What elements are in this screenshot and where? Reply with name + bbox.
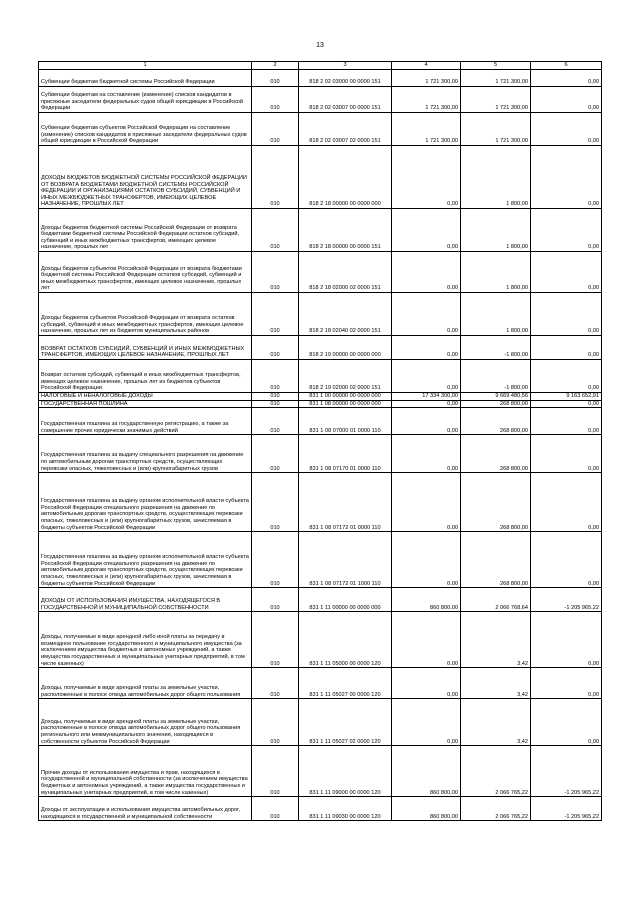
row-approved-amount: 0,00: [392, 209, 461, 252]
row-budget-classification-code: 818 2 02 03007 00 0000 151: [299, 87, 392, 113]
row-unexecuted-amount: 0,00: [531, 293, 602, 336]
row-approved-amount: 860 800,00: [392, 797, 461, 821]
row-unexecuted-amount: 0,00: [531, 146, 602, 209]
row-budget-classification-code: 831 1 00 00000 00 0000 000: [299, 393, 392, 401]
table-row: [39, 209, 602, 252]
row-unexecuted-amount: 0,00: [531, 87, 602, 113]
header-row: [39, 62, 602, 70]
row-name: Доходы, получаемые в виде арендной платы за земельные участки, расположенные в полосе отвода автомобильных дорог общего пользования: [39, 668, 252, 699]
row-approved-amount: 0,00: [392, 473, 461, 532]
row-executed-amount: 3,42: [461, 699, 531, 746]
row-approved-amount: 0,00: [392, 336, 461, 360]
row-name: ДОХОДЫ БЮДЖЕТОВ БЮДЖЕТНОЙ СИСТЕМЫ РОССИЙСКОЙ ФЕДЕРАЦИИ ОТ ВОЗВРАТА БЮДЖЕТАМИ БЮДЖЕТНОЙ СИСТЕМЫ РОССИЙСКОЙ ФЕДЕРАЦИИ И ОРГАНИЗАЦИЯМИ ОСТАТКОВ СУБСИДИЙ, СУБВЕНЦИЙ И ИНЫХ МЕЖБЮДЖЕТНЫХ ТРАНСФЕРТОВ, ИМЕЮЩИХ ЦЕЛЕВОЕ НАЗНАЧЕНИЕ, ПРОШЛЫХ ЛЕТ: [39, 146, 252, 209]
row-code: 010: [252, 473, 299, 532]
row-budget-classification-code: 818 2 18 00000 00 0000 000: [299, 146, 392, 209]
row-code: 010: [252, 588, 299, 612]
table-row: [39, 699, 602, 746]
row-code: 010: [252, 797, 299, 821]
row-code: 010: [252, 699, 299, 746]
row-approved-amount: 0,00: [392, 668, 461, 699]
table-row: [39, 588, 602, 612]
row-executed-amount: 1 721 300,00: [461, 113, 531, 146]
row-budget-classification-code: 818 2 18 02040 02 0000 151: [299, 293, 392, 336]
row-executed-amount: -1 800,00: [461, 360, 531, 393]
table-row: [39, 393, 602, 401]
row-code: 010: [252, 113, 299, 146]
table-row: [39, 797, 602, 821]
column-header: 1: [39, 62, 252, 70]
row-budget-classification-code: 818 2 02 03007 02 0000 151: [299, 113, 392, 146]
row-budget-classification-code: 831 1 08 00000 00 0000 000: [299, 400, 392, 408]
column-header: 4: [392, 62, 461, 70]
row-code: 010: [252, 209, 299, 252]
income-table: [38, 61, 602, 821]
row-approved-amount: 860 800,00: [392, 588, 461, 612]
row-unexecuted-amount: -1 205 965,22: [531, 797, 602, 821]
row-approved-amount: 1 721 300,00: [392, 113, 461, 146]
row-code: 010: [252, 746, 299, 797]
row-budget-classification-code: 818 2 19 00000 00 0000 000: [299, 336, 392, 360]
row-executed-amount: 268 800,00: [461, 408, 531, 435]
row-executed-amount: 268 800,00: [461, 400, 531, 408]
column-header: 2: [252, 62, 299, 70]
row-executed-amount: 1 800,00: [461, 146, 531, 209]
table-row: [39, 336, 602, 360]
row-name: Субвенции бюджетам субъектов Российской Федерации на составление (изменение) списков кандидатов в присяжные заседатели федеральных судов общей юрисдикции в Российской Федерации: [39, 113, 252, 146]
row-code: 010: [252, 668, 299, 699]
row-approved-amount: 0,00: [392, 360, 461, 393]
row-name: ДОХОДЫ ОТ ИСПОЛЬЗОВАНИЯ ИМУЩЕСТВА, НАХОДЯЩЕГОСЯ В ГОСУДАРСТВЕННОЙ И МУНИЦИПАЛЬНОЙ СОБСТВЕННОСТИ: [39, 588, 252, 612]
row-budget-classification-code: 831 1 08 07170 01 0000 110: [299, 435, 392, 473]
row-budget-classification-code: 831 1 08 07172 01 1000 110: [299, 532, 392, 588]
row-name: Доходы, получаемые в виде арендной платы за земельные участки, расположенные в полосе отвода автомобильных дорог общего пользования регионального или межмуниципального значения, находящиеся в собственности субъектов Российской Федерации: [39, 699, 252, 746]
row-code: 010: [252, 400, 299, 408]
row-executed-amount: 268 800,00: [461, 473, 531, 532]
row-unexecuted-amount: 0,00: [531, 252, 602, 293]
row-executed-amount: 2 066 768,64: [461, 588, 531, 612]
column-header: 6: [531, 62, 602, 70]
row-unexecuted-amount: 0,00: [531, 668, 602, 699]
table-row: [39, 408, 602, 435]
row-budget-classification-code: 831 1 11 09030 00 0000 120: [299, 797, 392, 821]
row-unexecuted-amount: 0,00: [531, 70, 602, 87]
row-name: Доходы бюджетов бюджетной системы Российской Федерации от возврата бюджетами бюджетной системы Российской Федерации остатков субсидий, субвенций и иных межбюджетных трансфертов, имеющих целевое назначение, прошлых лет: [39, 209, 252, 252]
row-approved-amount: 0,00: [392, 293, 461, 336]
row-name: Возврат остатков субсидий, субвенций и иных межбюджетных трансфертов, имеющих целевое назначение, прошлых лет из бюджетов субъектов Российской Федерации: [39, 360, 252, 393]
row-name: Доходы, получаемые в виде арендной либо иной платы за передачу в возмездное пользование государственного и муниципального имущества (за исключением имущества бюджетных и автономных учреждений, а также имущества государственных и муниципальных унитарных предприятий, в том числе казенных): [39, 612, 252, 668]
row-unexecuted-amount: 0,00: [531, 612, 602, 668]
row-code: 010: [252, 532, 299, 588]
table-row: [39, 146, 602, 209]
row-unexecuted-amount: 9 163 652,91: [531, 393, 602, 401]
row-unexecuted-amount: 0,00: [531, 473, 602, 532]
row-budget-classification-code: 831 1 08 07000 01 0000 110: [299, 408, 392, 435]
row-executed-amount: 2 066 765,22: [461, 746, 531, 797]
row-unexecuted-amount: 0,00: [531, 113, 602, 146]
row-unexecuted-amount: 0,00: [531, 336, 602, 360]
row-name: ГОСУДАРСТВЕННАЯ ПОШЛИНА: [39, 400, 252, 408]
row-name: Государственная пошлина за выдачу специального разрешения на движение по автомобильным дорогам транспортных средств, осуществляющих перевозки опасных, тяжеловесных и (или) крупногабаритных грузов: [39, 435, 252, 473]
row-code: 010: [252, 146, 299, 209]
table-row: [39, 113, 602, 146]
page-number: 13: [316, 42, 324, 49]
row-executed-amount: 268 800,00: [461, 435, 531, 473]
row-executed-amount: 1 800,00: [461, 209, 531, 252]
column-header: 3: [299, 62, 392, 70]
row-budget-classification-code: 818 2 18 02000 02 0000 151: [299, 252, 392, 293]
table-row: [39, 87, 602, 113]
table-row: [39, 293, 602, 336]
row-approved-amount: 1 721 300,00: [392, 87, 461, 113]
table-row: [39, 612, 602, 668]
row-approved-amount: 0,00: [392, 612, 461, 668]
row-executed-amount: 3,42: [461, 668, 531, 699]
row-name: Государственная пошлина за государственную регистрацию, а также за совершение прочих юридически значимых действий: [39, 408, 252, 435]
table-row: [39, 435, 602, 473]
row-budget-classification-code: 818 2 19 02000 02 0000 151: [299, 360, 392, 393]
row-approved-amount: 0,00: [392, 435, 461, 473]
row-unexecuted-amount: 0,00: [531, 532, 602, 588]
table-row: [39, 252, 602, 293]
row-budget-classification-code: 831 1 08 07172 01 0000 110: [299, 473, 392, 532]
row-budget-classification-code: 818 2 18 00000 00 0000 151: [299, 209, 392, 252]
row-unexecuted-amount: 0,00: [531, 435, 602, 473]
table-row: [39, 532, 602, 588]
row-name: Прочие доходы от использования имущества и прав, находящихся в государственной и муниципальной собственности (за исключением имущества бюджетных и автономных учреждений, а также имущества государственных и муниципальных унитарных предприятий, в том числе казенных): [39, 746, 252, 797]
row-unexecuted-amount: 0,00: [531, 400, 602, 408]
row-approved-amount: 0,00: [392, 699, 461, 746]
row-executed-amount: 1 800,00: [461, 293, 531, 336]
table-row: [39, 473, 602, 532]
row-name: Субвенции бюджетам бюджетной системы Российской Федерации: [39, 70, 252, 87]
row-budget-classification-code: 818 2 02 03000 00 0000 151: [299, 70, 392, 87]
row-unexecuted-amount: -1 205 965,22: [531, 588, 602, 612]
row-name: Государственная пошлина за выдачу органом исполнительной власти субъекта Российской Федерации специального разрешения на движение по автомобильным дорогам транспортных средств, осуществляющих перевозки опасных, тяжеловесных и (или) крупногабаритных грузов, зачисляемая в бюджеты субъектов Российской Федерации: [39, 532, 252, 588]
table-row: [39, 668, 602, 699]
row-budget-classification-code: 831 1 11 05000 00 0000 120: [299, 612, 392, 668]
row-unexecuted-amount: 0,00: [531, 699, 602, 746]
row-code: 010: [252, 612, 299, 668]
row-code: 010: [252, 408, 299, 435]
row-unexecuted-amount: 0,00: [531, 408, 602, 435]
row-code: 010: [252, 336, 299, 360]
table-row: [39, 360, 602, 393]
row-executed-amount: 268 800,00: [461, 532, 531, 588]
row-budget-classification-code: 831 1 11 09000 00 0000 120: [299, 746, 392, 797]
column-header: 5: [461, 62, 531, 70]
table-row: [39, 70, 602, 87]
row-approved-amount: 0,00: [392, 146, 461, 209]
row-code: 010: [252, 360, 299, 393]
row-executed-amount: 3,42: [461, 612, 531, 668]
row-code: 010: [252, 252, 299, 293]
row-executed-amount: 9 669 480,56: [461, 393, 531, 401]
row-name: Доходы бюджетов субъектов Российской Федерации от возврата остатков субсидий, субвенций и иных межбюджетных трансфертов, имеющих целевое назначение, прошлых лет из бюджетов муниципальных районов: [39, 293, 252, 336]
row-approved-amount: 0,00: [392, 400, 461, 408]
row-code: 010: [252, 70, 299, 87]
row-unexecuted-amount: 0,00: [531, 360, 602, 393]
row-executed-amount: 1 721 300,00: [461, 70, 531, 87]
row-executed-amount: 2 066 765,22: [461, 797, 531, 821]
row-name: Субвенции бюджетам на составление (изменение) списков кандидатов в присяжные заседатели федеральных судов общей юрисдикции в Российской Федерации: [39, 87, 252, 113]
row-code: 010: [252, 393, 299, 401]
row-name: Доходы от эксплуатации и использования имущества автомобильных дорог, находящихся в государственной и муниципальной собственности: [39, 797, 252, 821]
row-executed-amount: -1 800,00: [461, 336, 531, 360]
row-approved-amount: 0,00: [392, 408, 461, 435]
row-approved-amount: 17 334 300,00: [392, 393, 461, 401]
row-name: Государственная пошлина за выдачу органом исполнительной власти субъекта Российской Федерации специального разрешения на движение по автомобильным дорогам транспортных средств, осуществляющих перевозки опасных, тяжеловесных и (или) крупногабаритных грузов, зачисляемая в бюджеты субъектов Российской Федерации: [39, 473, 252, 532]
row-budget-classification-code: 831 1 11 05027 02 0000 120: [299, 699, 392, 746]
row-approved-amount: 0,00: [392, 252, 461, 293]
row-approved-amount: 0,00: [392, 532, 461, 588]
row-name: ВОЗВРАТ ОСТАТКОВ СУБСИДИЙ, СУБВЕНЦИЙ И ИНЫХ МЕЖБЮДЖЕТНЫХ ТРАНСФЕРТОВ, ИМЕЮЩИХ ЦЕЛЕВОЕ НАЗНАЧЕНИЕ, ПРОШЛЫХ ЛЕТ: [39, 336, 252, 360]
table-row: [39, 400, 602, 408]
row-approved-amount: 860 800,00: [392, 746, 461, 797]
row-code: 010: [252, 435, 299, 473]
row-executed-amount: 1 721 300,00: [461, 87, 531, 113]
row-unexecuted-amount: -1 205 965,22: [531, 746, 602, 797]
row-budget-classification-code: 831 1 11 05027 00 0000 120: [299, 668, 392, 699]
row-code: 010: [252, 87, 299, 113]
row-budget-classification-code: 831 1 11 00000 00 0000 000: [299, 588, 392, 612]
row-executed-amount: 1 800,00: [461, 252, 531, 293]
row-name: НАЛОГОВЫЕ И НЕНАЛОГОВЫЕ ДОХОДЫ: [39, 393, 252, 401]
table-row: [39, 746, 602, 797]
row-approved-amount: 1 721 300,00: [392, 70, 461, 87]
row-code: 010: [252, 293, 299, 336]
row-name: Доходы бюджетов субъектов Российской Федерации от возврата бюджетами бюджетной системы Российской Федерации остатков субсидий, субвенций и иных межбюджетных трансфертов, имеющих целевое назначение, прошлых лет: [39, 252, 252, 293]
row-unexecuted-amount: 0,00: [531, 209, 602, 252]
